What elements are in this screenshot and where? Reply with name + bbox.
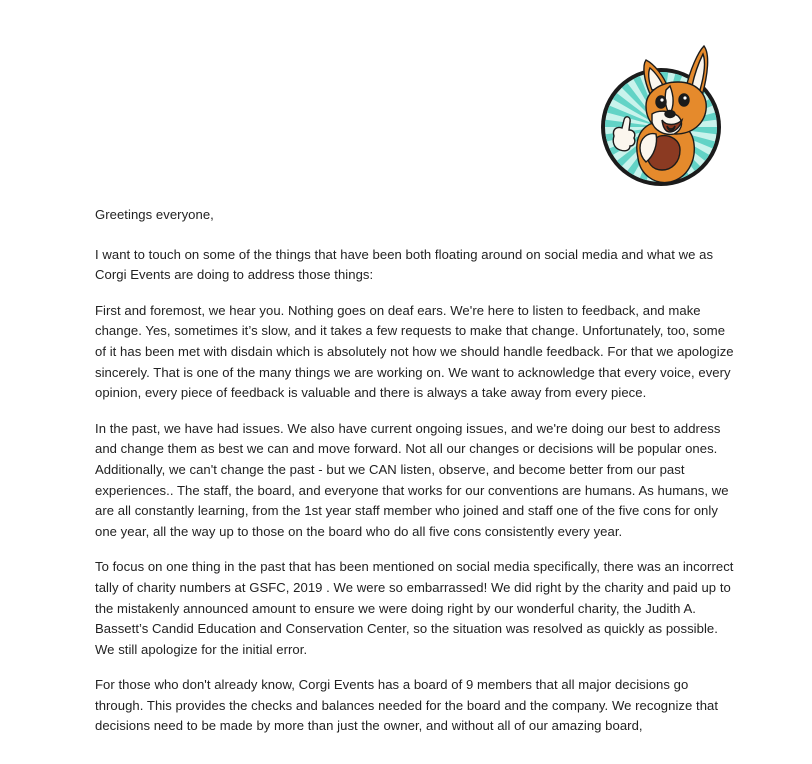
letter-paragraph-board: For those who don't already know, Corgi Events has a board of 9 members that all major decisions go through. This provides the checks and balances needed for the board and the company. We recognize that decisions need to be made by more than just the owner, and without all of our amazing board, <box>95 677 719 734</box>
letter-paragraph-charity: To focus on one thing in the past that has been mentioned on social media specifically, there was an incorrect tally of charity numbers at GSFC, 2019 . We were so embarrassed! We did right by the charity and paid up to the mistakenly announced amount to ensure we were doing right by our wonderful charity, the Judith A. Bassett’s Candid Education and Conservation Center, so the situation was resolved as quickly as possible. We still apologize for the initial error. <box>95 559 734 657</box>
corgi-mascot-logo <box>600 40 724 190</box>
letter-paragraph-intro: I want to touch on some of the things that have been both floating around on social media and what we as Corgi Events are doing to address those things: <box>95 246 714 283</box>
letter-body <box>95 205 735 752</box>
letter-paragraph-issues: In the past, we have had issues. We also have current ongoing issues, and we're doing our best to address and change them as best we can and move forward. Not all our changes or decisions will be popular ones. Additionally, we can't change the past - but we CAN listen, observe, and become better from our past experiences.. The staff, the board, and everyone that works for our conventions are humans. As humans, we are all constantly learning, from the 1st year staff member who joined and staff one of the five cons for only one year, all the way up to those on the board who do all five cons consistently every year. <box>95 420 729 539</box>
letter-greeting: Greetings everyone, <box>95 207 214 222</box>
letter-paragraph-feedback: First and foremost, we hear you. Nothing goes on deaf ears. We're here to listen to feedback, and make change. Yes, sometimes it’s slow, and it takes a few requests to make that change. Unfortunately, too, some of it has been met with disdain which is absolutely not how we should handle feedback. For that we apologize sincerely. That is one of the many things we are working on. We want to acknowledge that every voice, every opinion, every piece of feedback is valuable and there is always a take away from every piece. <box>95 302 734 401</box>
